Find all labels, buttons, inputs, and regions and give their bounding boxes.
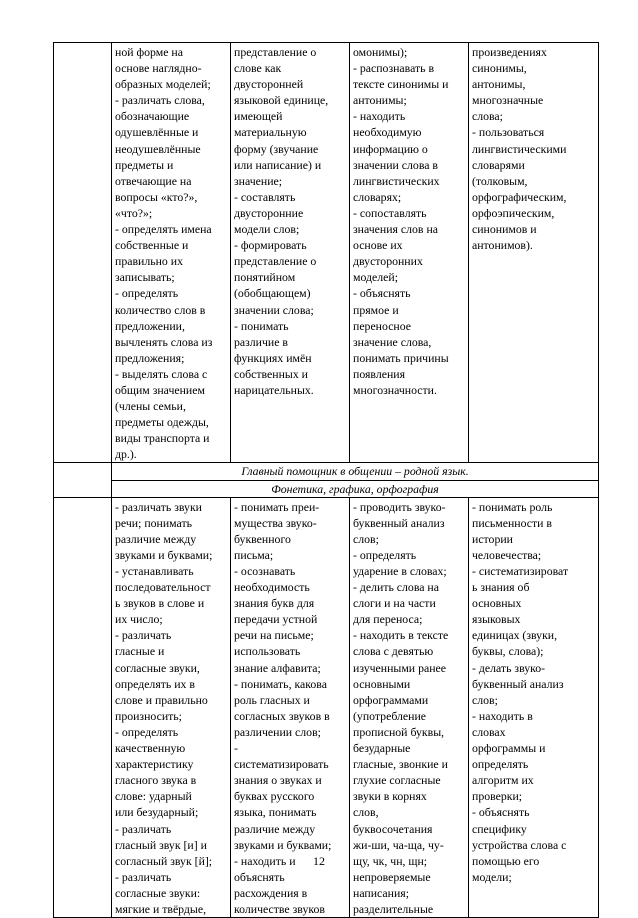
table-cell: произведениях синонимы, антонимы, многозначные слова; - пользоваться лингвистическими словарями (толковым, орфографическим, орфоэпическим, синонимов и антонимов). xyxy=(469,43,599,463)
table-cell: - различать звуки речи; понимать различие между звуками и буквами; - устанавливать последовательност ь звуков в слове и их число; - различать гласные и согласные звуки, определять их в слове и правильно произносить; - определять качественную характеристику гласного звука в слове: ударный или безударный; - различать гласный звук [и] и согласный звук [й]; - различать согласные звуки: мягкие и твёрдые, xyxy=(112,497,231,917)
curriculum-table xyxy=(53,42,599,918)
empty-cell xyxy=(54,463,112,497)
section-header xyxy=(112,463,599,497)
table-cell: ной форме на основе наглядно- образных моделей; - различать слова, обозначающие одушевлённые и неодушевлённые предметы и отвечающие на вопросы «кто?», «что?»; - определять имена собственные и правильно их записывать; - определять количество слов в предложении, вычленять слова из предложения; - выделять слова с общим значением (члены семьи, предметы одежды, виды транспорта и др.). xyxy=(112,43,231,463)
table-row xyxy=(54,43,599,463)
section-header-line1: Главный помощник в общении – родной язык. xyxy=(241,464,469,479)
table-cell: представление о слове как двусторонней языковой единице, имеющей материальную форму (звучание или написание) и значение; - составлять двусторонние модели слов; - формировать представление о понятийном (обобщающем) значении слова; - понимать различие в функциях имён собственных и нарицательных. xyxy=(231,43,350,463)
section-header-line2: Фонетика, графика, орфография xyxy=(112,480,598,497)
table-cell: - понимать преи- мущества звуко- буквенного письма; - осознавать необходимость знания букв для передачи устной речи на письме; использовать знание алфавита; - понимать, какова роль гласных и согласных звуков в различении слов; - систематизировать знания о звуках и буквах русского языка, понимать различие между звуками и буквами; - находить и объяснять расхождения в количестве звуков xyxy=(231,497,350,917)
table-cell: омонимы); - распознавать в тексте синонимы и антонимы; - находить необходимую информацию о значении слова в лингвистических словарях; - сопоставлять значения слов на основе их двусторонних моделей; - объяснять прямое и переносное значение слова, понимать причины появления многозначности. xyxy=(350,43,469,463)
empty-cell xyxy=(54,43,112,463)
table-cell: - понимать роль письменности в истории человечества; - систематизироват ь знания об основных языковых единицах (звуки, буквы, слова); - делать звуко- буквенный анализ слов; - находить в словах орфограммы и определять алгоритм их проверки; - объяснять специфику устройства слова с помощью его модели; xyxy=(469,497,599,917)
page-number: 12 xyxy=(313,854,325,868)
table-cell: - проводить звуко- буквенный анализ слов; - определять ударение в словах; - делить слова на слоги и на части для переноса; - находить в тексте слова с девятью изученными ранее основными орфограммами (употребление прописной буквы, безударные гласные, звонкие и глухие согласные звуки в корнях слов, буквосочетания жи-ши, ча-ща, чу- щу, чк, чн, щн; непроверяемые написания; разделительные xyxy=(350,497,469,917)
section-header-row xyxy=(54,463,599,497)
